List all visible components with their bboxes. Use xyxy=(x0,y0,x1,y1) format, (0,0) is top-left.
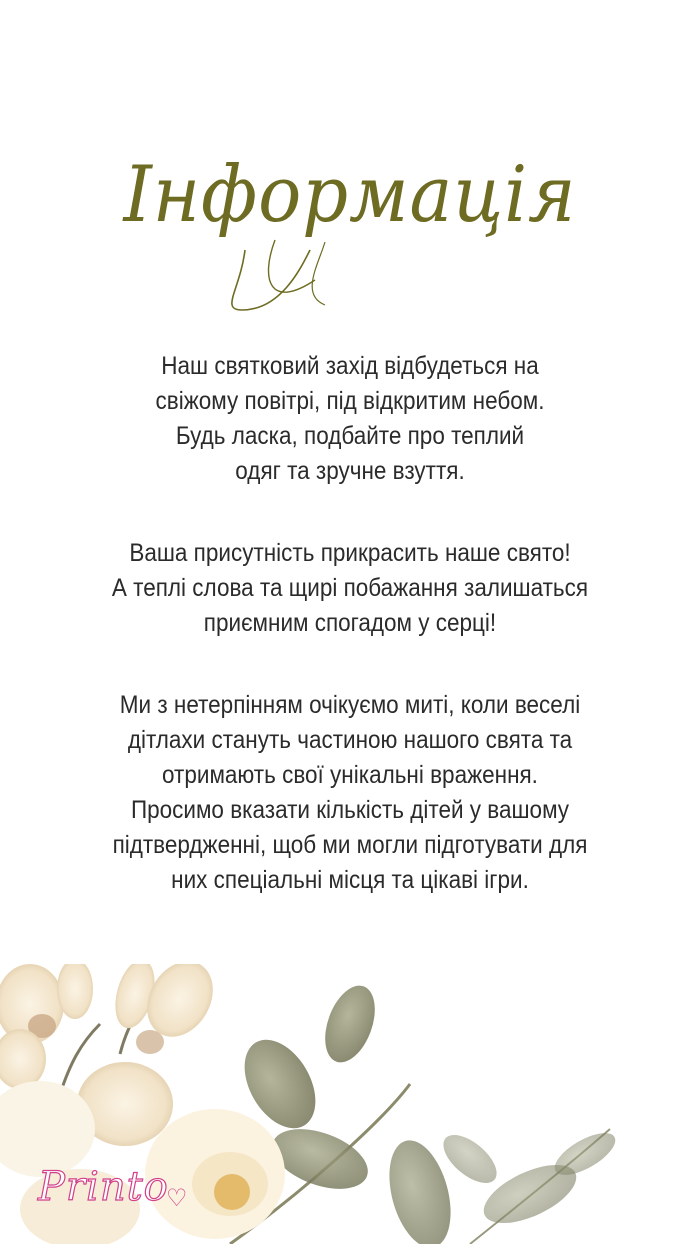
text-line: свіжому повітрі, під відкритим небом. xyxy=(155,387,545,415)
heart-outline-icon: ♡ xyxy=(166,1184,188,1212)
paragraph-presence xyxy=(89,536,611,641)
title-flourish-icon xyxy=(150,170,570,320)
text-line: А теплі слова та щирі побажання залишаться xyxy=(111,574,589,602)
text-line: них спеціальні місця та цікаві ігри. xyxy=(171,866,529,894)
text-line: Наш святковий захід відбудеться на xyxy=(161,352,539,380)
text-line: Ми з нетерпінням очікуємо миті, коли веселі xyxy=(119,691,581,719)
printo-logo: Printo xyxy=(38,1164,169,1210)
text-line: приємним спогадом у серці! xyxy=(203,609,497,637)
text-line: Будь ласка, подбайте про теплий xyxy=(175,422,525,450)
page-title: Інформація xyxy=(123,150,577,240)
text-line: Просимо вказати кількість дітей у вашому xyxy=(130,796,570,824)
text-line: отримають свої унікальні враження. xyxy=(162,761,538,789)
text-line: підтвердженні, щоб ми могли підготувати для xyxy=(112,831,588,859)
paragraph-weather xyxy=(89,349,611,489)
text-line: Ваша присутність прикрасить наше свято! xyxy=(129,539,571,567)
text-line: одяг та зручне взуття. xyxy=(235,457,465,485)
text-line: дітлахи стануть частиною нашого свята та xyxy=(127,726,573,754)
paragraph-children xyxy=(89,688,611,898)
